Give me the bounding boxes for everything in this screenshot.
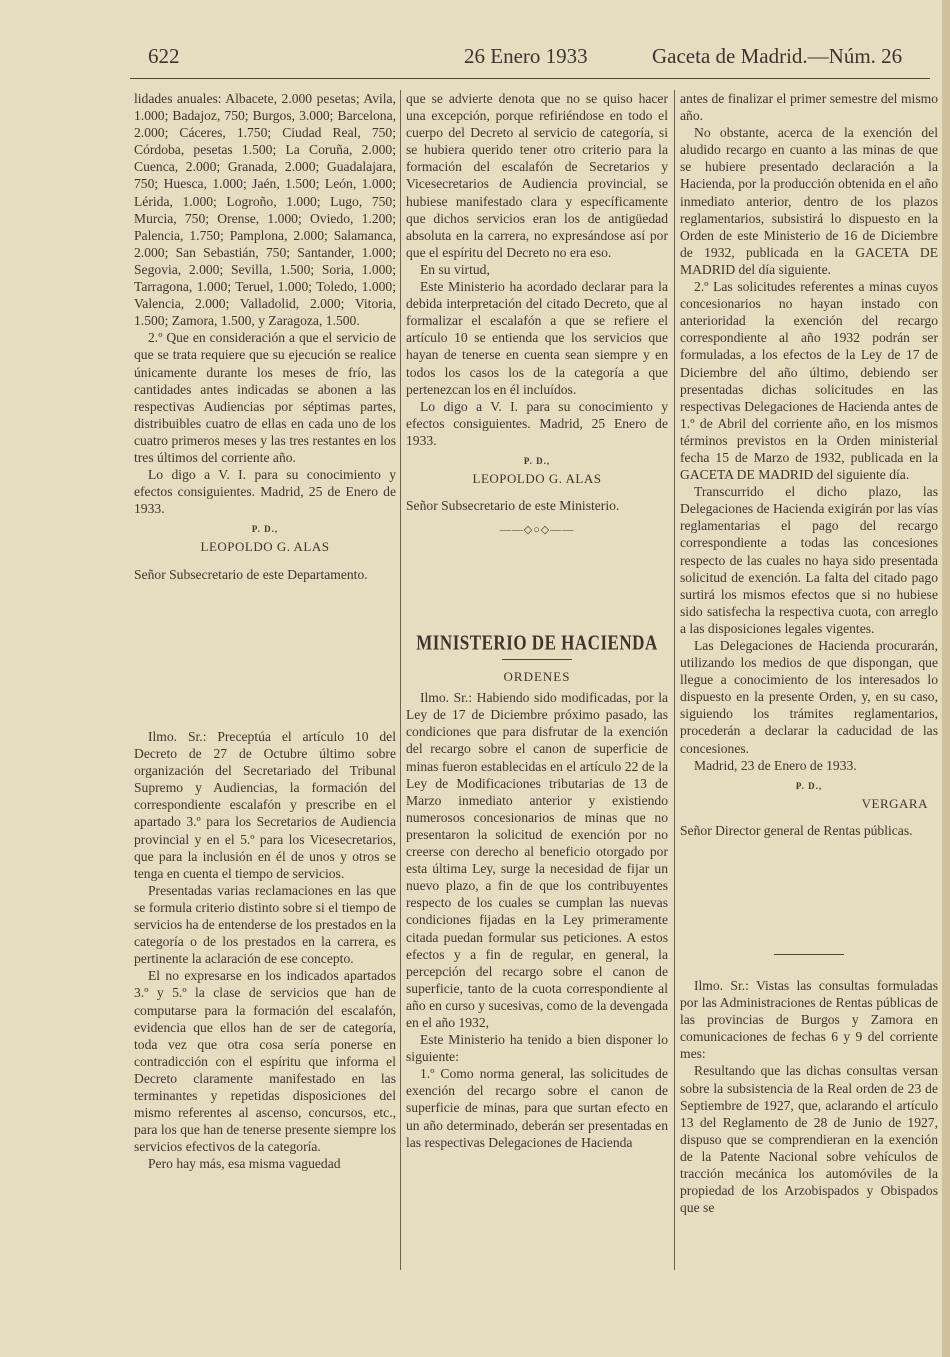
- section-rule: [774, 954, 844, 955]
- paragraph: En su virtud,: [420, 261, 490, 277]
- paragraph: Este Ministerio ha acordado declarar para la debida interpretación del citado Decreto, que al formalizar el escalafón a que se refiere el artículo 10 se entienda que los servicios que hayan de tenerse en cuenta sean siempre y en todos los casos los de la categoría a que pertenezcan los en él incluídos.: [406, 279, 668, 397]
- signature: VERGARA: [861, 795, 928, 811]
- por-delegacion: P. D.,: [251, 524, 279, 535]
- por-delegacion: P. D.,: [523, 455, 551, 466]
- paragraph: Lo digo a V. I. para su conocimiento y efectos consiguientes. Madrid, 25 de Enero de 1933.: [134, 467, 396, 517]
- signature: LEOPOLDO G. ALAS: [472, 471, 602, 487]
- addressee: Señor Subsecretario de este Ministerio.: [406, 498, 620, 514]
- addressee: Señor Director general de Rentas públicas.: [680, 822, 913, 838]
- heading-rule: [502, 659, 572, 660]
- paragraph: Ilmo. Sr.: Vistas las consultas formuladas por las Administraciones de Rentas públicas de las provincias de Burgos y Zamora en comunicaciones de fechas 6 y 9 del corriente mes:: [680, 978, 938, 1062]
- page-number: 622: [148, 44, 180, 68]
- ornament-divider: ——◇○◇——: [499, 524, 575, 537]
- paragraph: Presentadas varias reclamaciones en las que se formula criterio distinto sobre si el tiempo de servicios ha de entenderse de los prestados en la categoría o de los prestados en la carrera, es pertinente la aclaración de ese concepto.: [134, 882, 396, 967]
- paragraph: 2.º Que en consideración a que el servicio de que se trata requiere que su ejecución se realice únicamente durante los meses de frío, las cantidades antes indicadas se abonen a las respectivas Audiencias por séptimas partes, distribuibles cuatro de ellas en cada uno de los cuatro primeros meses y las tres restantes en los tres últimos del corriente año.: [134, 330, 396, 465]
- page-edge: [942, 0, 950, 1357]
- signature: LEOPOLDO G. ALAS: [200, 539, 330, 555]
- issue-date: 26 Enero 1933: [464, 44, 588, 68]
- section-heading: ORDENES: [503, 669, 571, 685]
- addressee: Señor Subsecretario de este Departamento.: [134, 566, 368, 582]
- paragraph: Ilmo. Sr.: Preceptúa el artículo 10 del Decreto de 27 de Octubre último sobre organización del Secretariado del Tribunal Supremo y Audiencias, la formación del correspondiente escalafón y prescribe en el apartado 3.º para los Secretarios de Audiencia provincial y en el 5.º para los Vicesecretarios, que para la inclusión en él de unos y otros se tenga en cuenta el tiempo de servicios.: [134, 729, 396, 881]
- paragraph: 2.º Las solicitudes referentes a minas cuyos concesionarios no hayan instado con anterioridad la exención del recargo correspondiente al año 1932 podrán ser formuladas, a los efectos de la Ley de 17 de Diciembre del año último, debiendo ser presentadas dichas solicitudes en las respectivas Delegaciones de Hacienda antes de 1.º de Abril del corriente año, en los mismos términos previstos en la Orden ministerial fecha 15 de Marzo de 1932, publicada en la GACETA DE MADRID del siguiente día.: [680, 279, 938, 483]
- column-1: [134, 90, 396, 1320]
- header-rule: [130, 78, 930, 79]
- paragraph: El no expresarse en los indicados apartados 3.º y 5.º la clase de servicios que han de computarse para la formación del escalafón, evidencia que ellos han de ser de categoría, toda vez que otra cosa sería ponerse en contradicción con el espíritu que informa el Decreto claramente manifestado en las terminantes y repetidas disposiciones del mismo referentes al ascenso, concursos, etc., para los que han de tenerse presente siempre los servicios efectivos de la categoría.: [134, 968, 396, 1155]
- ministry-heading: MINISTERIO DE HACIENDA: [416, 630, 658, 655]
- column-3: [680, 90, 938, 1320]
- por-delegacion: P. D.,: [795, 780, 823, 791]
- paragraph: Transcurrido el dicho plazo, las Delegaciones de Hacienda exigirán por las vías reglamentarias el pago del recargo correspondiente a todas las concesiones respecto de las cuales no haya sido presentada solicitud de exención. La falta del citado pago surtirá los mismos efectos que si no hubiese sido satisfecha la respectiva cuota, con arreglo a las disposiciones legales vigentes.: [680, 484, 938, 636]
- paragraph: antes de finalizar el primer semestre del mismo año.: [680, 91, 938, 124]
- paragraph: que se advierte denota que no se quiso hacer una excepción, porque refiriéndose en todo el cuerpo del Decreto al servicio de categoría, si se hubiera querido tener otro criterio para la formación del escalafón de Secretarios y Vicesecretarios de Audiencia provincial, se hubiese manifestado clara y específicamente que dichos servicios eran los de antigüedad absoluta en la carrera, no expresándose así por que el espíritu del Decreto no era eso.: [406, 91, 668, 260]
- paragraph: Lo digo a V. I. para su conocimiento y efectos consiguientes. Madrid, 25 Enero de 1933.: [406, 398, 668, 448]
- column-2: [406, 90, 668, 1320]
- paragraph: Ilmo. Sr.: Habiendo sido modificadas, por la Ley de 17 de Diciembre próximo pasado, las condiciones que para disfrutar de la exención del recargo sobre el canon de superficie de minas fueron establecidas en el artículo 22 de la Ley de Modificaciones tributarias de 13 de Marzo inmediato anterior y existiendo numerosos concesionarios de minas que no presentaron la solicitud de exención por no creerse con derecho al beneficio otorgado por esta última Ley, surge la necesidad de fijar un nuevo plazo, a fin de que los contribuyentes respecto de los cuales se cumplan las nuevas condiciones fijadas en la Ley primeramente citada puedan formular sus peticiones. A estos efectos y a fin de regular, en general, la percepción del recargo sobre el canon de superficie, tanto de la cuota correspondiente al año en curso y sucesivas, como de la devengada en el año 1932,: [406, 690, 668, 1030]
- paragraph: Las Delegaciones de Hacienda procurarán, utilizando los medios de que dispongan, que llegue a conocimiento de los interesados lo dispuesto en la presente Orden, y, en su caso, siguiendo los trámites reglamentarios, procederán a declarar la caducidad de las concesiones.: [680, 638, 938, 756]
- column-divider: [400, 90, 401, 1270]
- paragraph: No obstante, acerca de la exención del aludido recargo en cuanto a las minas de que se hubiere presentado declaración a la Hacienda, por la producción obtenida en el año inmediato anterior, dentro de los plazos reglamentarios, subsistirá lo dispuesto en la Orden de este Ministerio de 16 de Diciembre de 1932, publicada en la GACETA DE MADRID del día siguiente.: [680, 125, 938, 277]
- date-line: Madrid, 23 de Enero de 1933.: [694, 757, 857, 773]
- paragraph: 1.º Como norma general, las solicitudes de exención del recargo sobre el canon de superficie de minas, para que surtan efecto en un año determinado, deberán ser presentadas en las respectivas Delegaciones de Hacienda: [406, 1066, 668, 1150]
- column-divider: [674, 90, 675, 1270]
- paragraph: lidades anuales: Albacete, 2.000 pesetas; Avila, 1.000; Badajoz, 750; Burgos, 3.000; Barcelona, 2.000; Cáceres, 1.750; Ciudad Real, 750; Córdoba, pesetas 1.500; La Coruña, 2.000; Cuenca, 2.000; Granada, 2.000; Guadalajara, 750; Huesca, 1.000; Jaén, 1.500; León, 1.000; Lérida, 1.000; Logroño, 1.000; Lugo, 750; Murcia, 750; Orense, 1.000; Oviedo, 1.200; Palencia, 1.750; Pamplona, 2.000; Salamanca, 2.000; San Sebastián, 750; Santander, 1.000; Segovia, 2.000; Sevilla, 1.500; Soria, 1.000; Tarragona, 1.000; Teruel, 1.000; Toledo, 1.000; Valencia, 2.000; Valladolid, 2.000; Vitoria, 1.500; Zamora, 1.500, y Zaragoza, 1.500.: [134, 91, 396, 329]
- paragraph: Este Ministerio ha tenido a bien disponer lo siguiente:: [406, 1032, 668, 1065]
- paragraph: Resultando que las dichas consultas versan sobre la subsistencia de la Real orden de 23 de Septiembre de 1927, que, aclarando el artículo 13 del Reglamento de 28 de Junio de 1927, dispuso que se comprendieran en la exención de la Patente Nacional sobre vehículos de tracción mecánica los automóviles de la propiedad de los Arzobispados y Obispados que se: [680, 1063, 938, 1216]
- page-header: [140, 44, 920, 74]
- paragraph: Pero hay más, esa misma vaguedad: [148, 1156, 341, 1172]
- publication-title: Gaceta de Madrid.—Núm. 26: [652, 44, 903, 68]
